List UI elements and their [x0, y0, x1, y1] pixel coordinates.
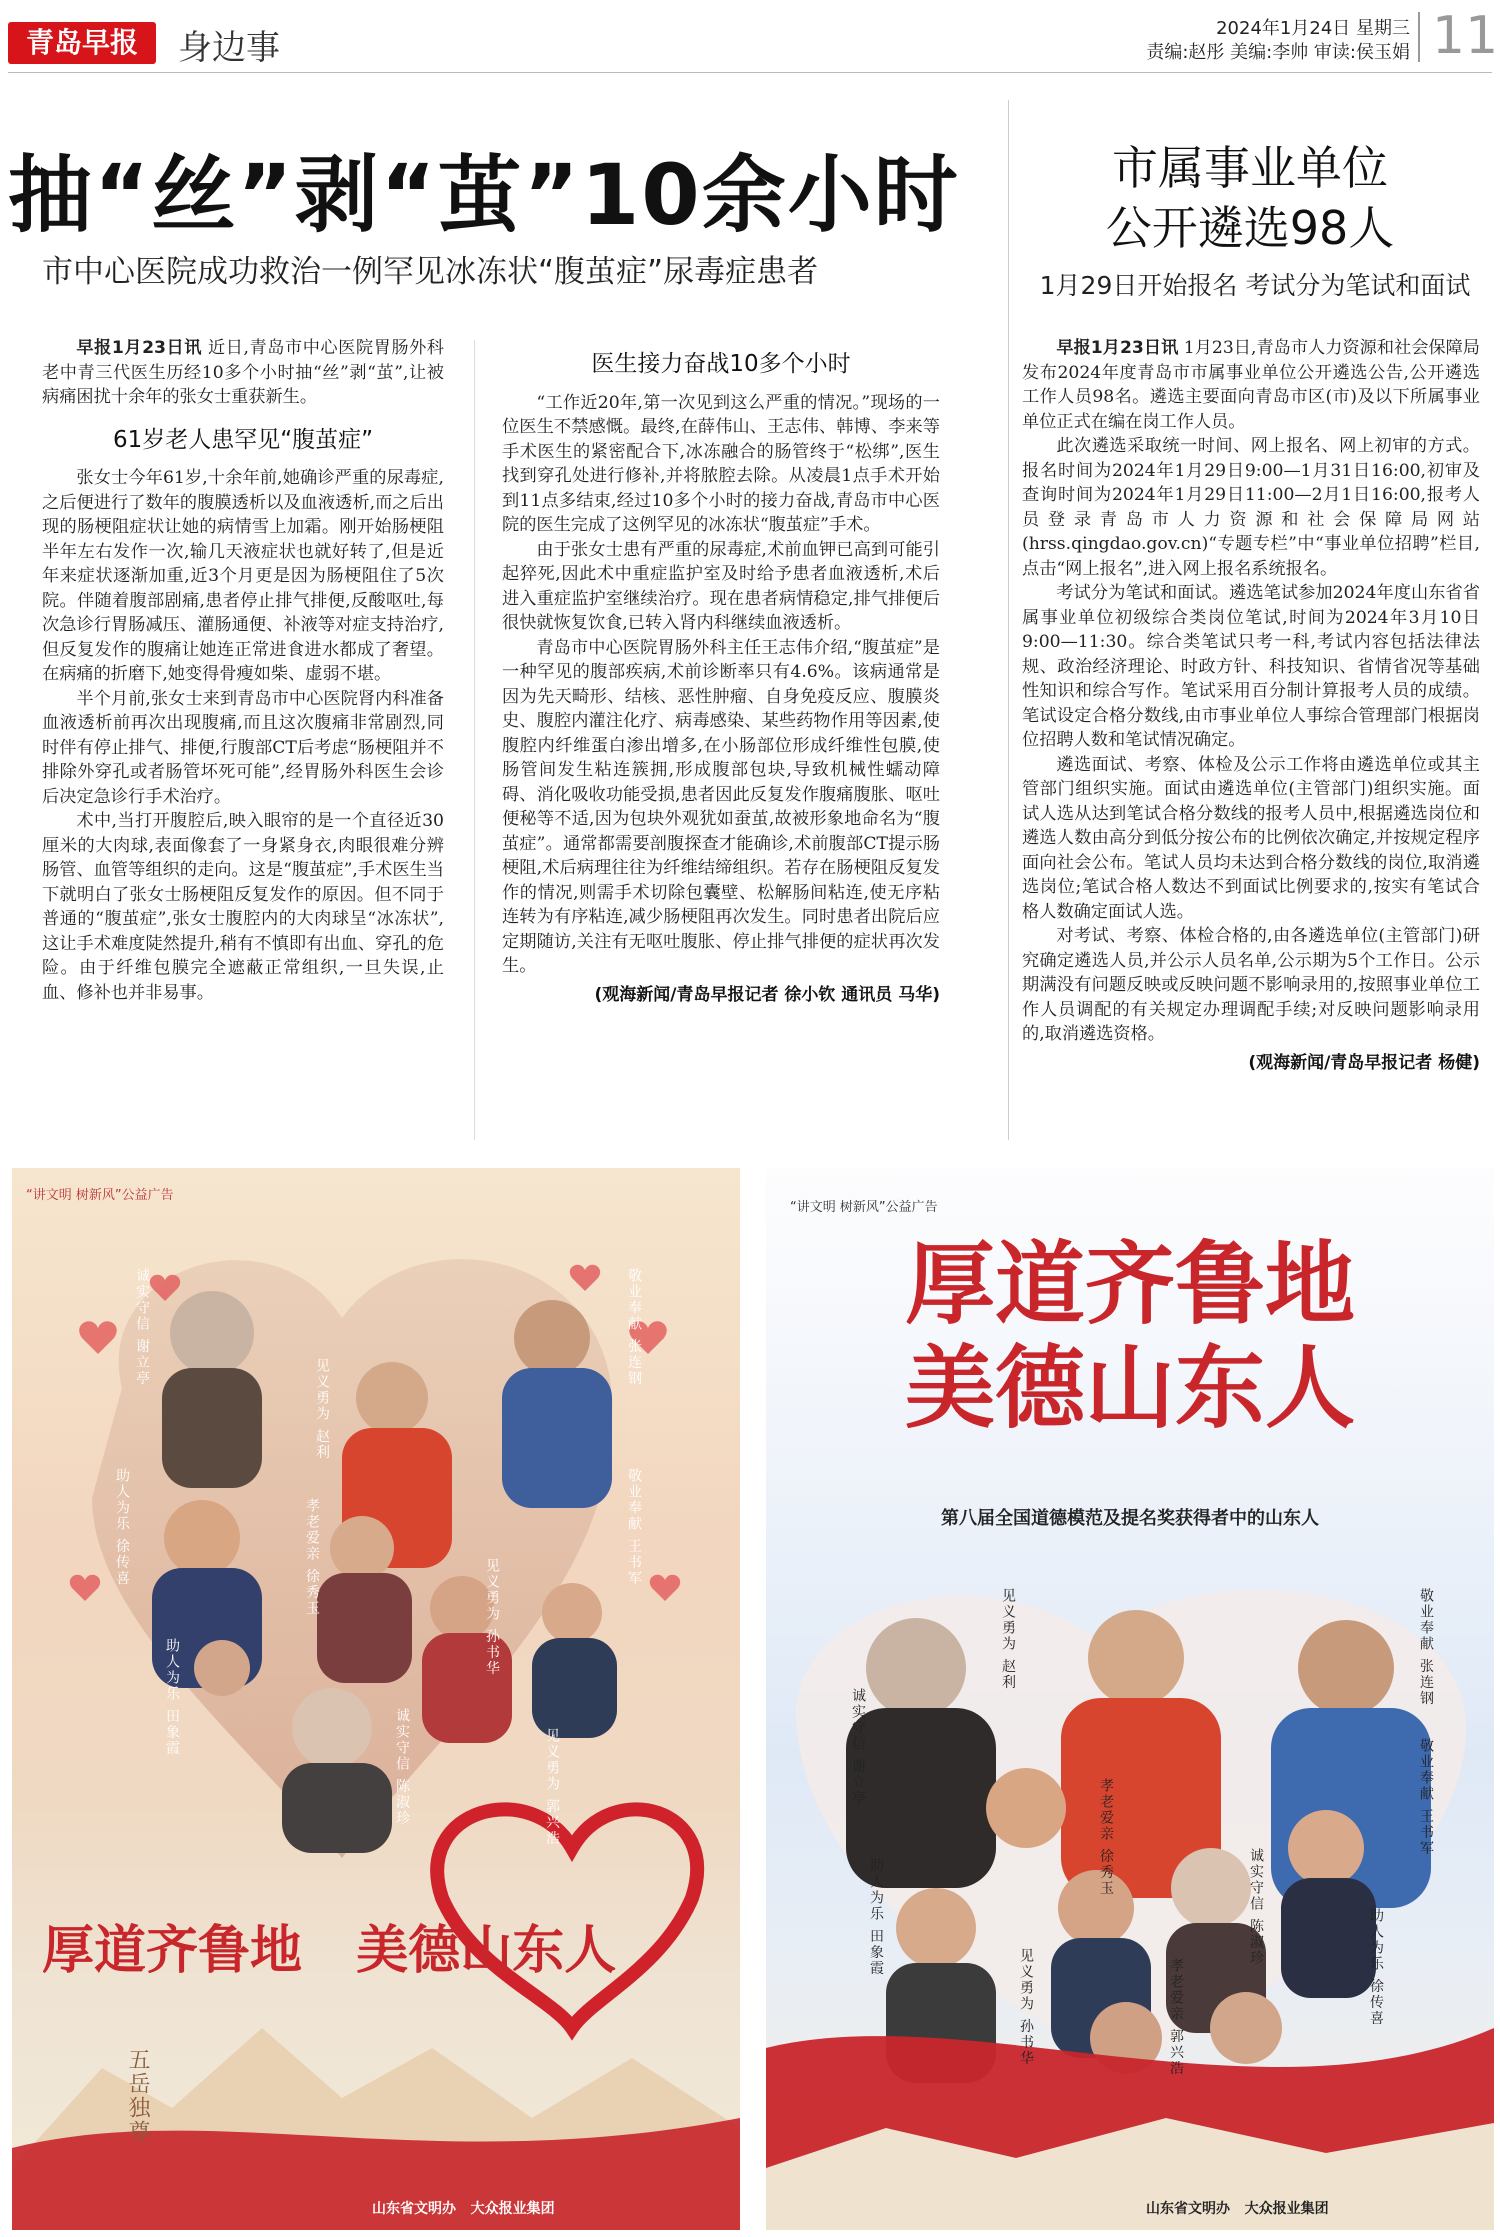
issue-date: 2024年1月24日 星期三 [1216, 18, 1410, 39]
header-rule [8, 72, 1492, 73]
article1-column1 [42, 336, 444, 1005]
portrait-label: 助人为乐 徐传喜 [1368, 1908, 1384, 2027]
portrait-label: 诚实守信 谢立亭 [134, 1268, 150, 1387]
header-divider [1418, 12, 1420, 62]
poster-right-collage [766, 1168, 1494, 2230]
article1-paragraph: “工作近20年,第一次见到这么严重的情况。”现场的一位医生不禁感慨。最终,在薛伟山、王志伟、韩博、李来等手术医生的紧密配合下,冰冻融合的肠管终于“松绑”,医生找到穿孔处进行修补,并将脓腔去除。从凌晨1点手术开始到11点多结束,经过10多个小时的接力奋战,青岛市中心医院的医生完成了这例罕见的冰冻状“腹茧症”手术。 [502, 392, 940, 535]
article2-headline-line1: 市属事业单位 [1112, 141, 1388, 195]
section-name: 身边事 [178, 28, 280, 68]
article2-paragraph: 此次遴选采取统一时间、网上报名、网上初审的方式。报名时间为2024年1月29日9:00—1月31日16:00,初审及查询时间为2024年1月29日11:00—2月1日16:00,报考人员登录青岛市人力资源和社会保障局网站(hrss.qingdao.gov.cn)“专题专栏”中“事业单位招聘”栏目,点击“网上报名”,进入网上报名系统报名。 [1022, 436, 1480, 579]
portrait-label: 助人为乐 徐传喜 [114, 1468, 130, 1587]
poster-right-title-line2: 美德山东人 [905, 1335, 1355, 1441]
portrait-label: 敬业奉献 张连钢 [626, 1268, 642, 1387]
portrait-label: 敬业奉献 张连钢 [1418, 1588, 1434, 1707]
portrait-label: 敬业奉献 王书军 [1418, 1738, 1434, 1857]
portrait-label: 见义勇为 赵利 [1000, 1588, 1016, 1691]
column-divider [474, 340, 475, 1140]
poster-left-seal: 五岳独尊 [125, 2048, 150, 2144]
article1-paragraph: 青岛市中心医院胃肠外科主任王志伟介绍,“腹茧症”是一种罕见的腹部疾病,术前诊断率只有4.6%。该病通常是因为先天畸形、结核、恶性肿瘤、自身免疫反应、腹膜炎史、腹腔内灌注化疗、病毒感染、某些药物作用等因素,使腹腔内纤维蛋白渗出增多,在小肠部位形成纤维性包膜,使肠管间发生粘连簇拥,形成腹部包块,导致机械性蠕动障碍、消化吸收功能受损,患者因此反复发作腹痛腹胀、呕吐便秘等不适,因为包块外观犹如蚕茧,故被形象地命名为“腹茧症”。通常都需要剖腹探查才能确诊,术前腹部CT提示肠梗阻,术后病理往往为纤维结缔组织。若存在肠梗阻反复发作的情况,则需手术切除包囊壁、松解肠间粘连,使无序粘连转为有序粘连,减少肠梗阻再次发生。同时患者出院后应定期随访,关注有无呕吐腹胀、停止排气排便的症状再次发生。 [502, 637, 940, 976]
poster-left-slogan: 厚道齐鲁地 美德山东人 [42, 1920, 617, 1981]
poster-right-credit: 山东省文明办 大众报业集团 [1146, 2201, 1329, 2217]
poster-right-title-line1: 厚道齐鲁地 [905, 1231, 1355, 1337]
portrait-label: 助人为乐 田象霞 [164, 1638, 180, 1757]
article1-column2 [502, 352, 940, 1007]
poster-left-tag: “讲文明 树新风”公益广告 [26, 1188, 174, 1203]
portrait-label: 孝老爱亲 徐秀玉 [1098, 1778, 1114, 1897]
article2-paragraph: 考试分为笔试和面试。遴选笔试参加2024年度山东省省属事业单位初级综合类岗位笔试,时间为2024年3月10日9:00—11:30。综合类笔试只考一科,考试内容包括法律法规、政治经济理论、时政方针、科技知识、省情省况等基础性知识和综合写作。笔试采用百分制计算报考人员的成绩。笔试设定合格分数线,由市事业单位人事综合管理部门根据岗位招聘人数和笔试情况确定。 [1022, 583, 1480, 750]
article1-paragraph: 术中,当打开腹腔后,映入眼帘的是一个直径近30厘米的大肉球,表面像套了一身紧身衣,肉眼很难分辨肠管、血管等组织的走向。这是“腹茧症”,手术医生当下就明白了张女士肠梗阻反复发作的原因。但不同于普通的“腹茧症”,张女士腹腔内的大肉球呈“冰冻状”,这让手术难度陡然提升,稍有不慎即有出血、穿孔的危险。由于纤维包膜完全遮蔽正常组织,一旦失误,止血、修补也并非易事。 [42, 811, 444, 1003]
article2-subheadline: 1月29日开始报名 考试分为笔试和面试 [1039, 271, 1471, 300]
article2-headline-line2: 公开遴选98人 [1105, 201, 1395, 255]
article1-subhead1: 61岁老人患罕见“腹茧症” [112, 426, 374, 453]
portrait-label: 诚实守信 谢立亭 [850, 1688, 866, 1807]
article1-paragraph: 张女士今年61岁,十余年前,她确诊严重的尿毒症,之后便进行了数年的腹膜透析以及血液透析,而之后出现的肠梗阻症状让她的病情雪上加霜。刚开始肠梗阻半年左右发作一次,输几天液症状也就好转了,但是近年来症状逐渐加重,近3个月更是因为肠梗阻住了5次院。伴随着腹部剧痛,患者停止排气排便,反酸呕吐,每次急诊行胃肠减压、灌肠通便、补液等对症支持治疗,但反复发作的腹痛让她连正常进食进水都成了奢望。在病痛的折磨下,她变得骨瘦如柴、虚弱不堪。 [42, 468, 444, 684]
poster-right [766, 1168, 1494, 2230]
article1-headline: 抽“丝”剥“茧”10余小时 [8, 146, 960, 244]
article1-subhead2: 医生接力奋战10多个小时 [591, 351, 851, 377]
article1-subheadline: 市中心医院成功救治一例罕见冰冻状“腹茧症”尿毒症患者 [42, 254, 819, 290]
article2-lead: 早报1月23日讯 [1056, 338, 1179, 358]
article1-paragraph: 由于张女士患有严重的尿毒症,术前血钾已高到可能引起猝死,因此术中重症监护室及时给予患者血液透析,术后进入重症监护室继续治疗。现在患者病情稳定,排气排便后很快就恢复饮食,已转入肾内科继续血液透析。 [502, 539, 940, 633]
portrait-label: 见义勇为 赵利 [314, 1358, 330, 1461]
article1-intro: 近日,青岛市中心医院胃肠外科老中青三代医生历经10多个小时抽“丝”剥“茧”,让被病痛困扰十余年的张女士重获新生。 [42, 338, 444, 407]
article1-paragraph: 半个月前,张女士来到青岛市中心医院肾内科准备血液透析前再次出现腹痛,而且这次腹痛非常剧烈,同时伴有停止排气、排便,行腹部CT后考虑“肠梗阻并不排除外穿孔或者肠管坏死可能”,经胃肠外科医生会诊后决定急诊行手术治疗。 [42, 688, 444, 807]
portrait-label: 孝老爱亲 郭兴浩 [1168, 1958, 1184, 2077]
article2-paragraph: 1月23日,青岛市人力资源和社会保障局发布2024年度青岛市市属事业单位公开遴选公告,公开遴选工作人员98名。遴选主要面向青岛市区(市)及以下所属事业单位正式在编在岗工作人员。 [1022, 338, 1480, 432]
article2-body [1022, 336, 1480, 1075]
poster-left-credit: 山东省文明办 大众报业集团 [372, 2201, 555, 2217]
article1-byline: (观海新闻/青岛早报记者 徐小钦 通讯员 马华) [594, 984, 940, 1005]
page-number: 11 [1432, 6, 1499, 66]
portrait-label: 敬业奉献 王书军 [626, 1468, 642, 1587]
article2-headline [1010, 138, 1490, 258]
portrait-label: 见义勇为 孙书华 [1018, 1948, 1034, 2067]
editor-credits: 责编:赵彤 美编:李帅 审读:侯玉娟 [1146, 42, 1410, 63]
article-divider [1008, 100, 1009, 1140]
article2-paragraph: 对考试、考察、体检合格的,由各遴选单位(主管部门)研究确定遴选人员,并公示人员名单,公示期为5个工作日。公示期满没有问题反映或反映问题不影响录用的,按照事业单位工作人员调配的有关规定办理调配手续;对反映问题影响录用的,取消遴选资格。 [1022, 926, 1480, 1044]
article2-byline: (观海新闻/青岛早报记者 杨健) [1248, 1052, 1480, 1073]
article1-lead: 早报1月23日讯 [76, 338, 203, 358]
portrait-label: 助人为乐 田象霞 [868, 1858, 884, 1977]
poster-right-subtitle: 第八届全国道德模范及提名奖获得者中的山东人 [941, 1508, 1319, 1529]
portrait-label: 诚实守信 陈淑珍 [394, 1708, 410, 1827]
poster-left [12, 1168, 740, 2230]
portrait-label: 见义勇为 孙书华 [484, 1558, 500, 1677]
poster-right-tag: “讲文明 树新风”公益广告 [790, 1200, 938, 1215]
portrait-group [846, 1610, 1431, 2083]
portrait-label: 孝老爱亲 徐秀玉 [304, 1498, 320, 1617]
portrait-label: 诚实守信 陈淑珍 [1248, 1848, 1264, 1967]
article2-paragraph: 遴选面试、考察、体检及公示工作将由遴选单位或其主管部门组织实施。面试由遴选单位(主管部门)组织实施。面试人选从达到笔试合格分数线的报考人员中,根据遴选岗位和遴选人数由高分到低分按公布的比例依次确定,并按规定程序面向社会公布。笔试人员均未达到合格分数线的岗位,取消遴选岗位;笔试合格人数达不到面试比例要求的,按实有笔试合格人数确定面试人选。 [1022, 754, 1480, 922]
masthead-logo: 青岛早报 [8, 22, 156, 64]
portrait-label: 见义勇为 郭兴浩 [544, 1728, 560, 1847]
